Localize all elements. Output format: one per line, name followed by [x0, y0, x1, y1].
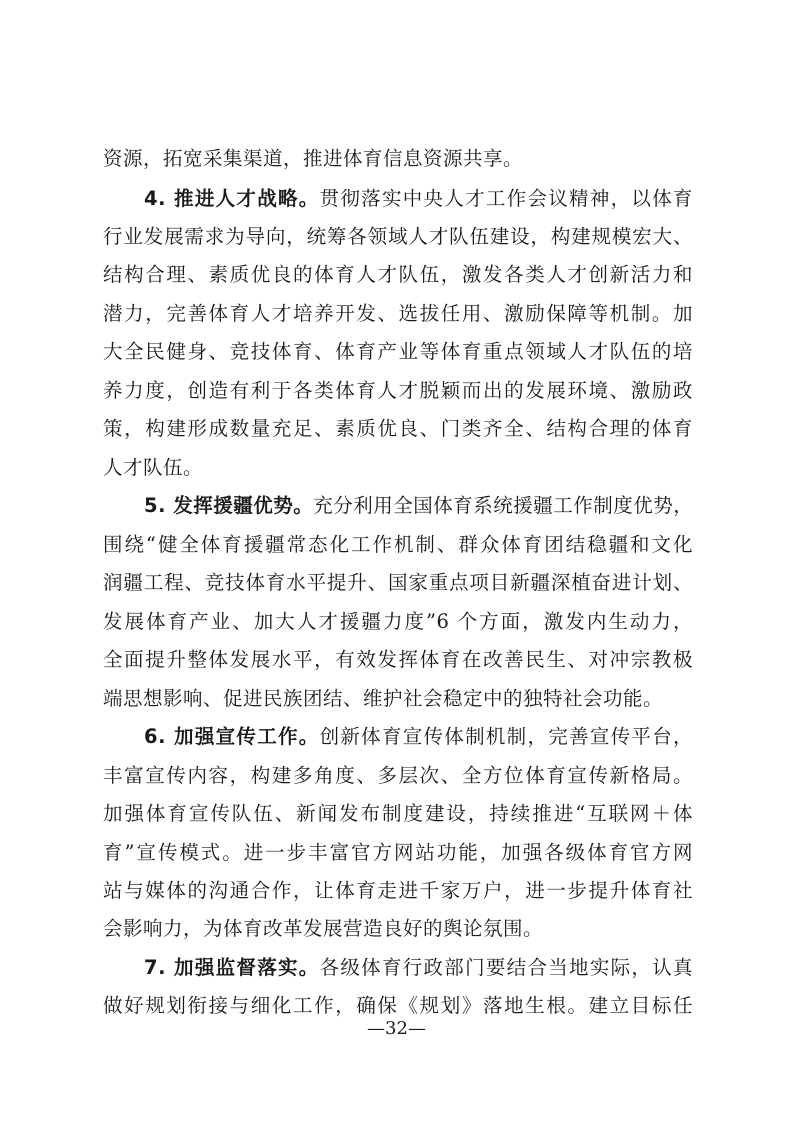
line-text: 加强体育宣传队伍、新闻发布制度建设，持续推进“互联网＋体: [103, 802, 693, 825]
section-heading: 5. 发挥援疆优势。: [144, 494, 314, 517]
paragraph-line: [103, 144, 693, 174]
paragraph-line: [103, 376, 693, 406]
paragraph-line: [103, 607, 693, 637]
line-text: 策，构建形成数量充足、素质优良、门类齐全、结构合理的体育: [103, 417, 693, 440]
paragraph-line: [103, 260, 693, 290]
line-text: 丰富宣传内容，构建多角度、多层次、全方位体育宣传新格局。: [103, 764, 693, 787]
section-heading-line: [144, 491, 693, 521]
line-text: 养力度，创造有利于各类体育人才脱颖而出的发展环境、激励政: [103, 379, 693, 402]
paragraph-line: [103, 222, 693, 252]
line-text: 润疆工程、竞技体育水平提升、国家重点项目新疆深植奋进计划、: [103, 571, 693, 594]
page-number: —32—: [367, 1018, 426, 1039]
paragraph-line: [103, 568, 693, 598]
line-text: 端思想影响、促进民族团结、维护社会稳定中的独特社会功能。: [103, 687, 664, 710]
line-text: 会影响力，为体育改革发展营造良好的舆论氛围。: [103, 917, 544, 940]
line-text: 贯彻落实中央人才工作会议精神，以体育: [319, 187, 693, 210]
line-text: 充分利用全国体育系统援疆工作制度优势，: [313, 494, 694, 517]
line-text: 行业发展需求为导向，统筹各领域人才队伍建设，构建规模宏大、: [103, 225, 693, 248]
paragraph-line: [103, 684, 693, 714]
section-heading-line: [144, 953, 693, 983]
section-heading-line: [144, 184, 693, 214]
paragraph-line: [103, 991, 693, 1021]
paragraph-line: [103, 337, 693, 367]
line-text: 全面提升整体发展水平，有效发挥体育在改善民生、对冲宗教极: [103, 648, 693, 671]
line-text: 各级体育行政部门要结合当地实际，认真: [319, 956, 693, 979]
paragraph-line: [103, 876, 693, 906]
paragraph-line: [103, 530, 693, 560]
paragraph-line: [103, 914, 693, 944]
line-text: 发展体育产业、加大人才援疆力度”6 个方面，激发内生动力，: [103, 610, 693, 633]
paragraph-line: [103, 761, 693, 791]
paragraph-line: [103, 799, 693, 829]
paragraph-line: [103, 299, 693, 329]
line-text: 人才队伍。: [103, 456, 204, 479]
line-text: 大全民健身、竞技体育、体育产业等体育重点领域人才队伍的培: [103, 340, 693, 363]
paragraph-line: [103, 414, 693, 444]
line-text: 站与媒体的沟通合作，让体育走进千家万户，进一步提升体育社: [103, 879, 693, 902]
line-text: 创新体育宣传体制机制，完善宣传平台，: [319, 725, 693, 748]
section-heading: 4. 推进人才战略。: [144, 187, 320, 210]
paragraph-line: [103, 645, 693, 675]
section-heading-line: [144, 722, 693, 752]
line-text: 做好规划衔接与细化工作，确保《规划》落地生根。建立目标任: [103, 994, 693, 1017]
line-text: 潜力，完善体育人才培养开发、选拔任用、激励保障等机制。加: [103, 302, 693, 325]
section-heading: 7. 加强监督落实。: [144, 956, 320, 979]
line-text: 结构合理、素质优良的体育人才队伍，激发各类人才创新活力和: [103, 263, 693, 286]
line-text: 资源，拓宽采集渠道，推进体育信息资源共享。: [103, 147, 524, 170]
paragraph-line: [103, 453, 693, 483]
section-heading: 6. 加强宣传工作。: [144, 725, 320, 748]
paragraph-line: [103, 838, 693, 868]
line-text: 育”宣传模式。进一步丰富官方网站功能，加强各级体育官方网: [103, 841, 693, 864]
line-text: 围绕“健全体育援疆常态化工作机制、群众体育团结稳疆和文化: [103, 533, 693, 556]
